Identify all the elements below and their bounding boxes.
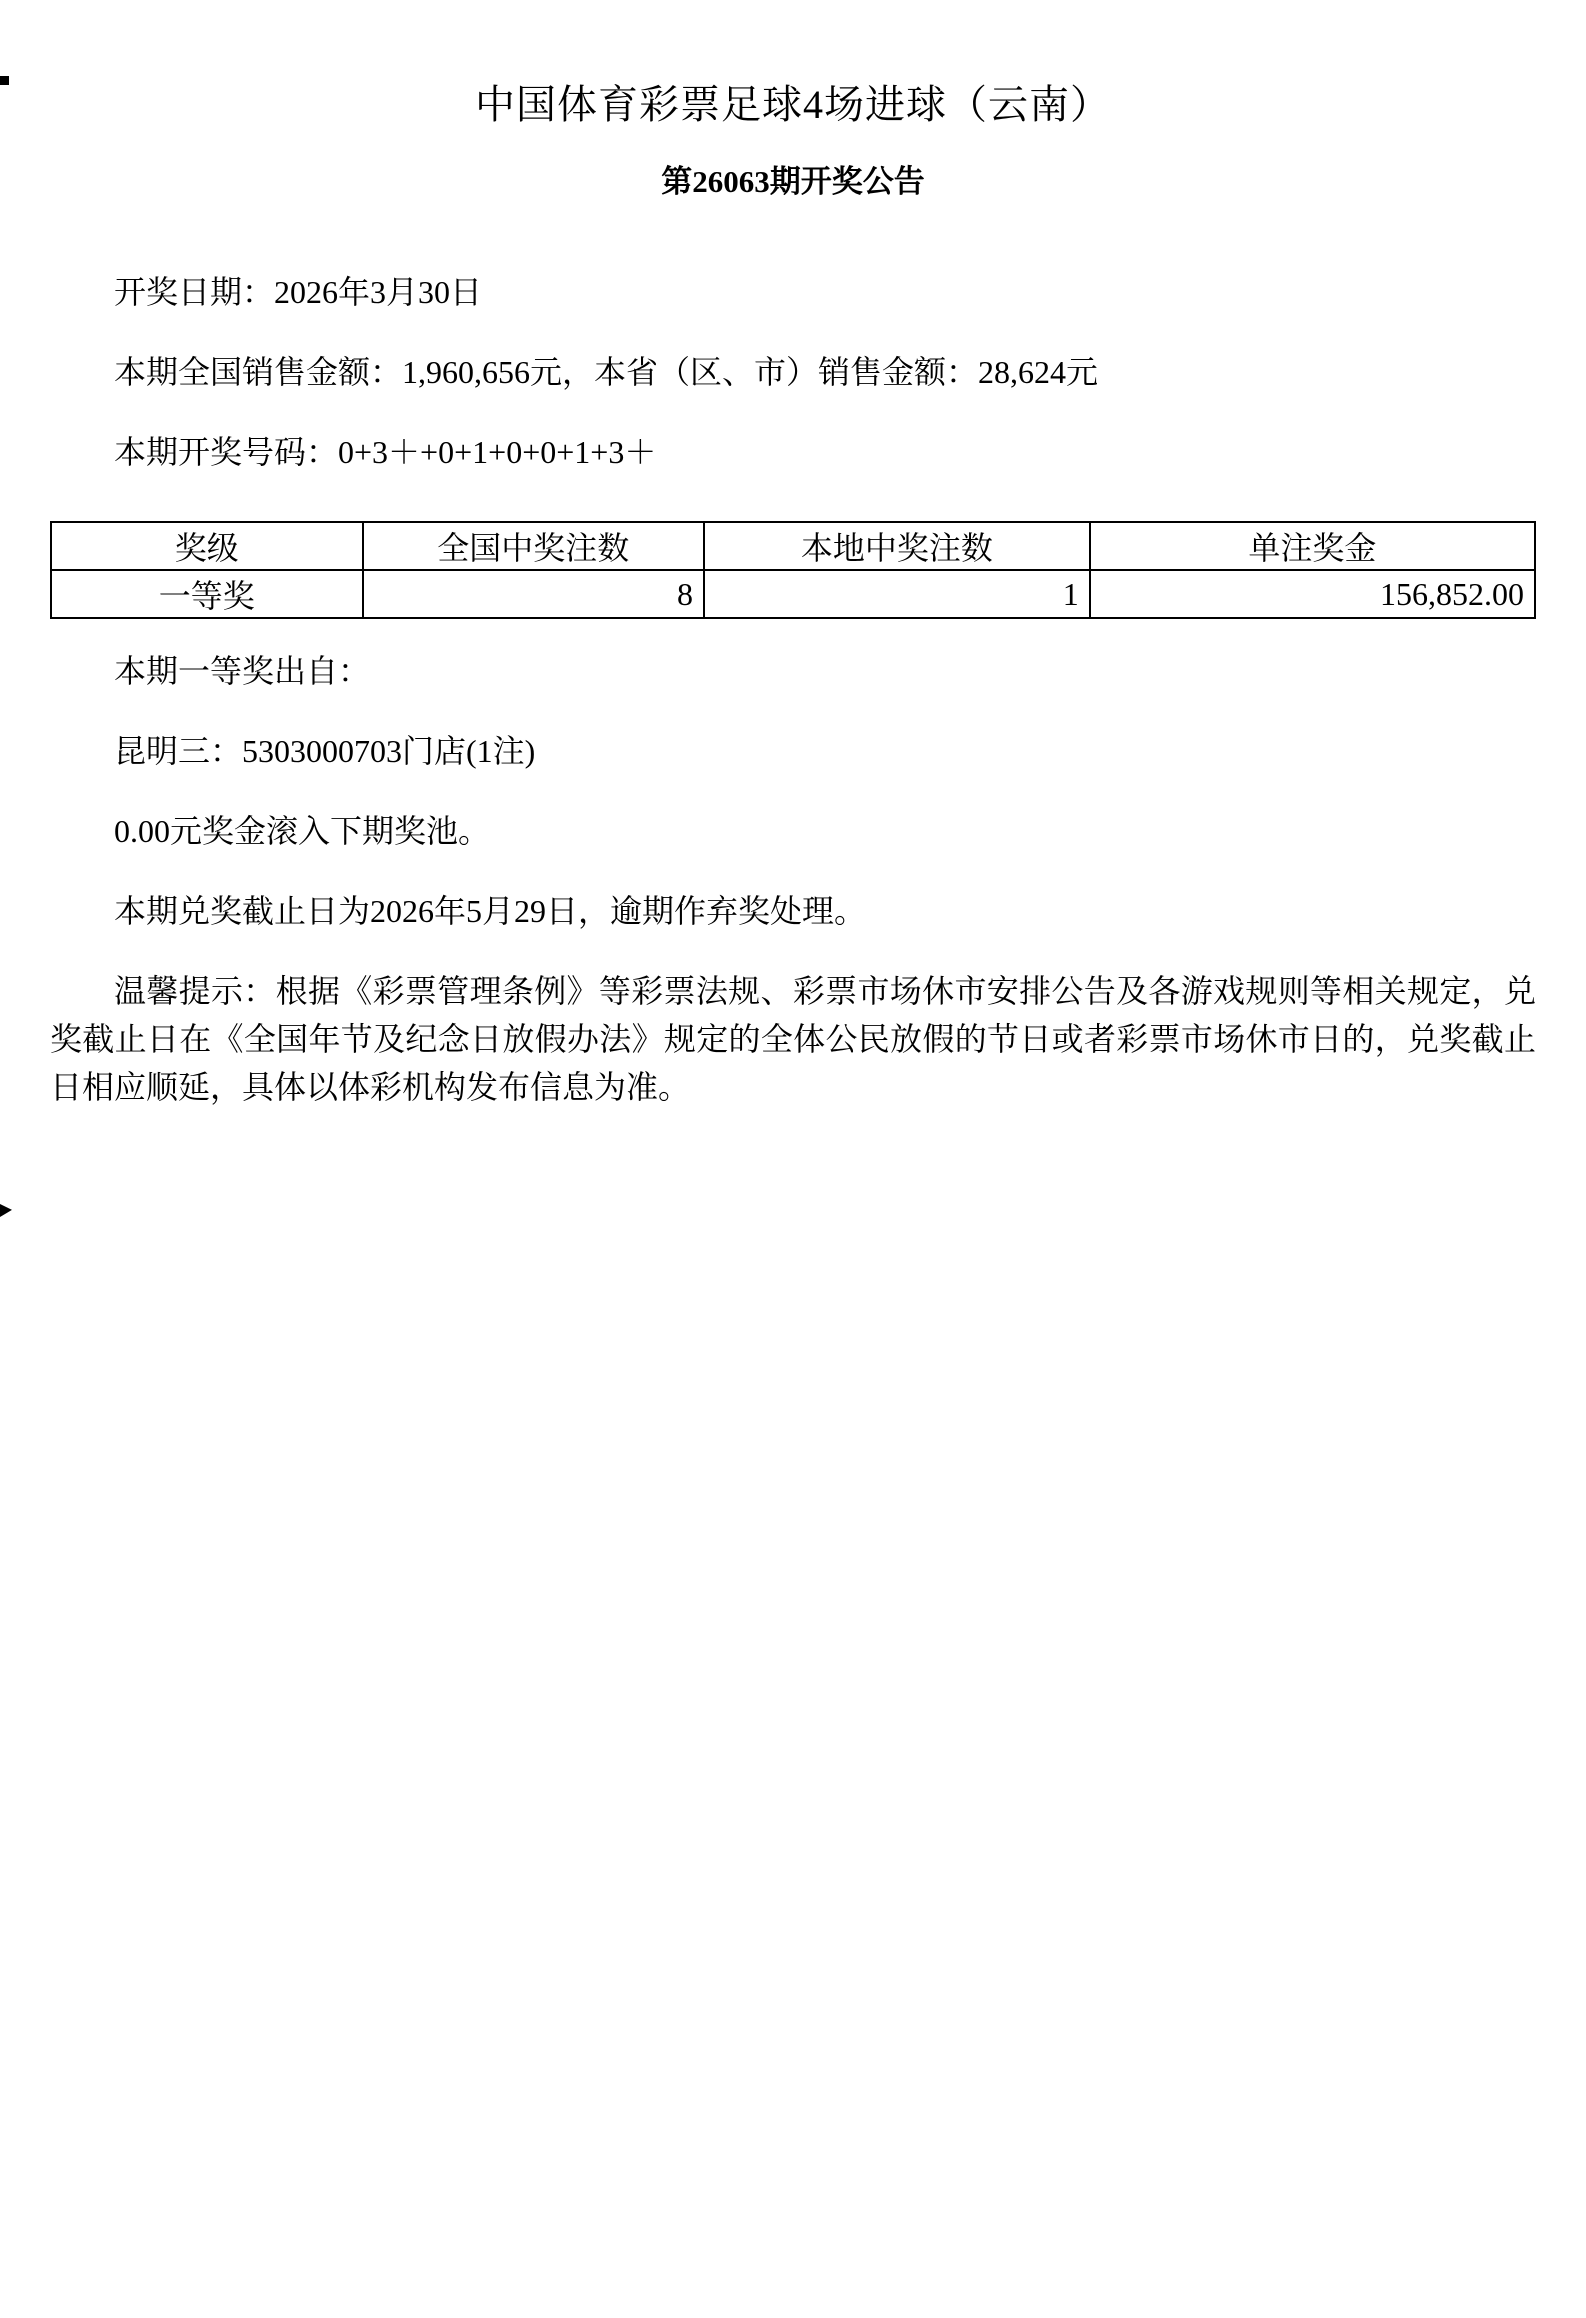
header-cell-local-winners: 本地中奖注数 bbox=[704, 522, 1090, 570]
first-prize-source-label: 本期一等奖出自： bbox=[114, 653, 371, 689]
header-cell-single-prize: 单注奖金 bbox=[1090, 522, 1535, 570]
reminder-paragraph: 温馨提示：根据《彩票管理条例》等彩票法规、彩票市场休市安排公告及各游戏规则等相关规定，兑奖截止日在《全国年节及纪念日放假办法》规定的全体公民放假的节日或者彩票市场休市日的，兑奖截止日相应顺延，具体以体彩机构发布信息为准。 bbox=[50, 973, 1536, 1105]
first-prize-source-detail: 昆明三：5303000703门店(1注) bbox=[114, 733, 536, 769]
prize-table-header-row bbox=[51, 522, 1535, 570]
cell-local-winners: 1 bbox=[704, 570, 1090, 618]
doc-subtitle: 第26063期开奖公告 bbox=[661, 164, 925, 199]
rollover-note: 0.00元奖金滚入下期奖池。 bbox=[114, 813, 491, 849]
cell-prize-level: 一等奖 bbox=[51, 570, 363, 618]
cell-single-prize: 156,852.00 bbox=[1090, 570, 1535, 618]
announcement-page bbox=[0, 76, 1586, 2318]
header-cell-national-winners: 全国中奖注数 bbox=[363, 522, 704, 570]
header-cell-prize-level: 奖级 bbox=[51, 522, 363, 570]
sales-amount-line: 本期全国销售金额：1,960,656元，本省（区、市）销售金额：28,624元 bbox=[114, 354, 1099, 390]
doc-body bbox=[50, 268, 1536, 1111]
cell-national-winners: 8 bbox=[363, 570, 704, 618]
prize-table-row-first-prize bbox=[51, 570, 1535, 618]
draw-date-line: 开奖日期：2026年3月30日 bbox=[114, 274, 483, 310]
scan-artifact-top-left bbox=[0, 76, 9, 85]
doc-title: 中国体育彩票足球4场进球（云南） bbox=[475, 82, 1111, 127]
winning-numbers-line: 本期开奖号码：0+3＋+0+1+0+0+1+3＋ bbox=[114, 434, 657, 470]
redeem-deadline-note: 本期兑奖截止日为2026年5月29日，逾期作弃奖处理。 bbox=[114, 893, 867, 929]
prize-table bbox=[50, 521, 1536, 619]
